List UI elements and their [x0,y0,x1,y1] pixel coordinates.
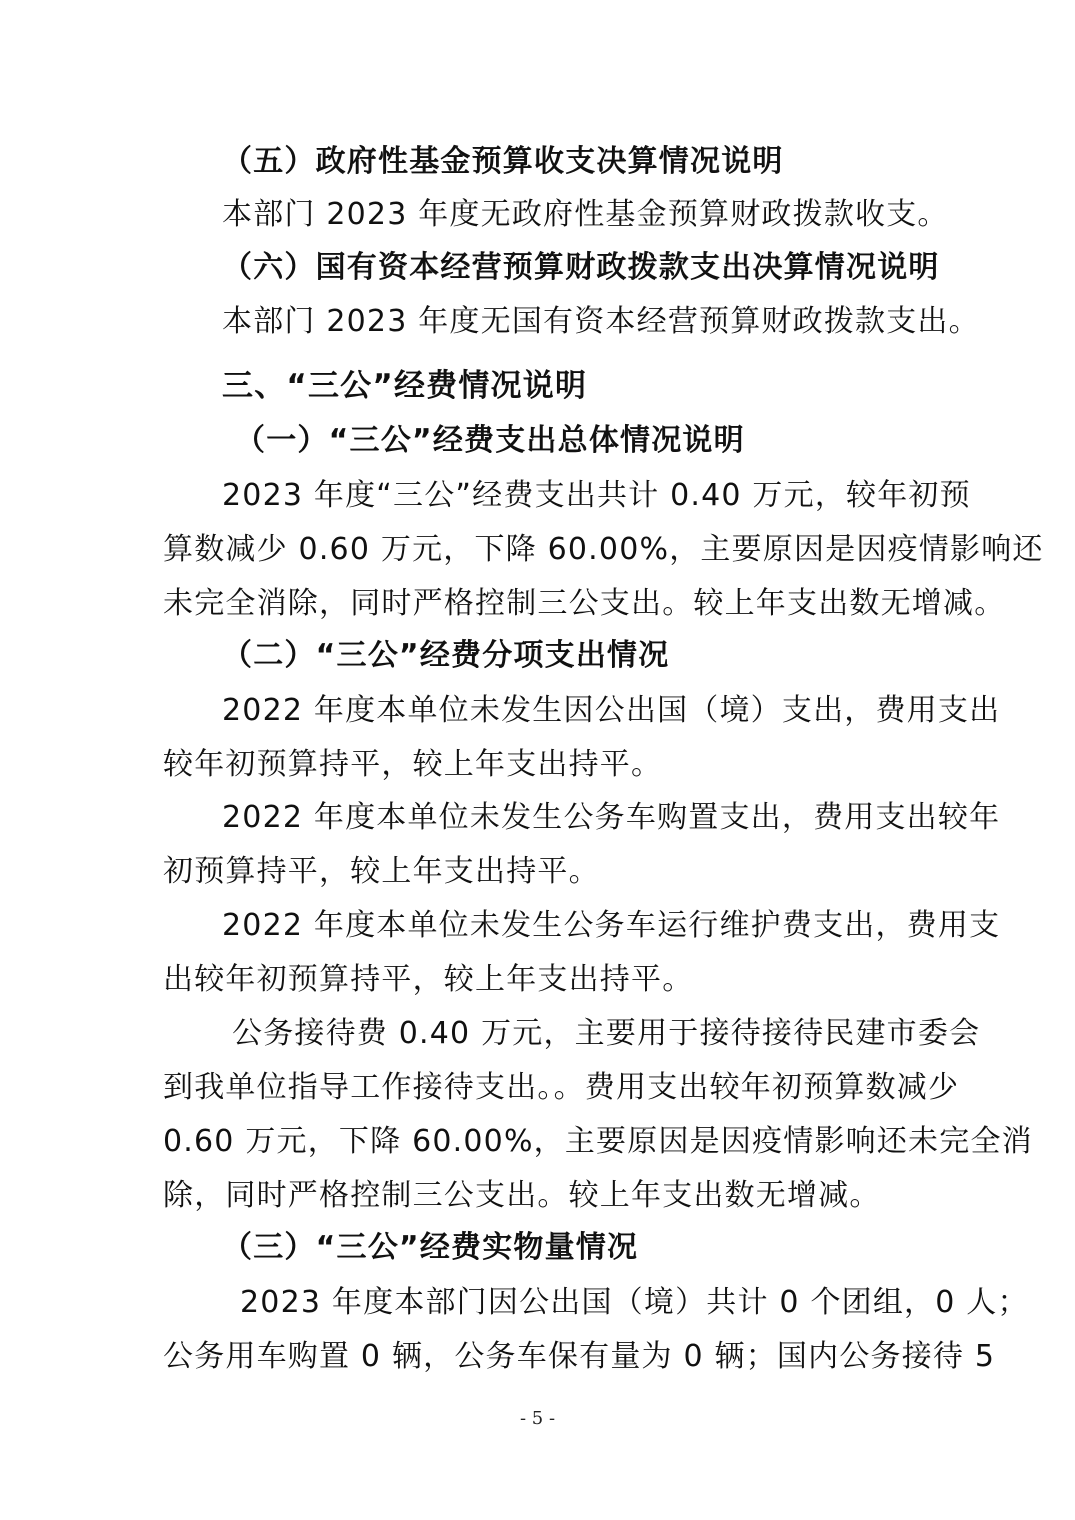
paragraph-line: 到我单位指导工作接待支出。。费用支出较年初预算数减少 [163,1070,960,1105]
sub-heading-2: （二）“三公”经费分项支出情况 [222,638,670,673]
chapter-heading-3: 三、“三公”经费情况说明 [222,368,588,404]
paragraph-line: 2023 年度“三公”经费支出共计 0.40 万元，较年初预 [222,478,971,513]
section-heading-5: （五）政府性基金预算收支决算情况说明 [222,144,784,179]
paragraph-line: 公务用车购置 0 辆，公务车保有量为 0 辆；国内公务接待 5 [163,1339,996,1374]
paragraph-line: 初预算持平，较上年支出持平。 [163,854,600,889]
paragraph-line: 公务接待费 0.40 万元，主要用于接待接待民建市委会 [232,1016,981,1051]
paragraph-line: 未完全消除，同时严格控制三公支出。较上年支出数无增减。 [163,586,1006,621]
page-number: - 5 - [519,1408,556,1429]
section-heading-6: （六）国有资本经营预算财政拨款支出决算情况说明 [222,250,940,285]
paragraph-line: 2022 年度本单位未发生公务车运行维护费支出，费用支 [222,908,1001,943]
sub-heading-1: （一）“三公”经费支出总体情况说明 [235,423,745,458]
paragraph-line: 2022 年度本单位未发生因公出国（境）支出，费用支出 [222,693,1001,728]
paragraph-line: 0.60 万元，下降 60.00%，主要原因是因疫情影响还未完全消 [163,1124,1033,1159]
paragraph-line: 除，同时严格控制三公支出。较上年支出数无增减。 [163,1178,881,1213]
paragraph-line: 本部门 2023 年度无政府性基金预算财政拨款收支。 [222,197,949,232]
paragraph-line: 出较年初预算持平，较上年支出持平。 [163,962,694,997]
paragraph-line: 算数减少 0.60 万元，下降 60.00%，主要原因是因疫情影响还 [163,532,1044,567]
paragraph-line: 2023 年度本部门因公出国（境）共计 0 个团组，0 人； [240,1285,1029,1320]
paragraph-line: 较年初预算持平，较上年支出持平。 [163,747,663,782]
sub-heading-3: （三）“三公”经费实物量情况 [222,1230,639,1265]
paragraph-line: 2022 年度本单位未发生公务车购置支出，费用支出较年 [222,800,1001,835]
paragraph-line: 本部门 2023 年度无国有资本经营预算财政拨款支出。 [222,304,980,339]
